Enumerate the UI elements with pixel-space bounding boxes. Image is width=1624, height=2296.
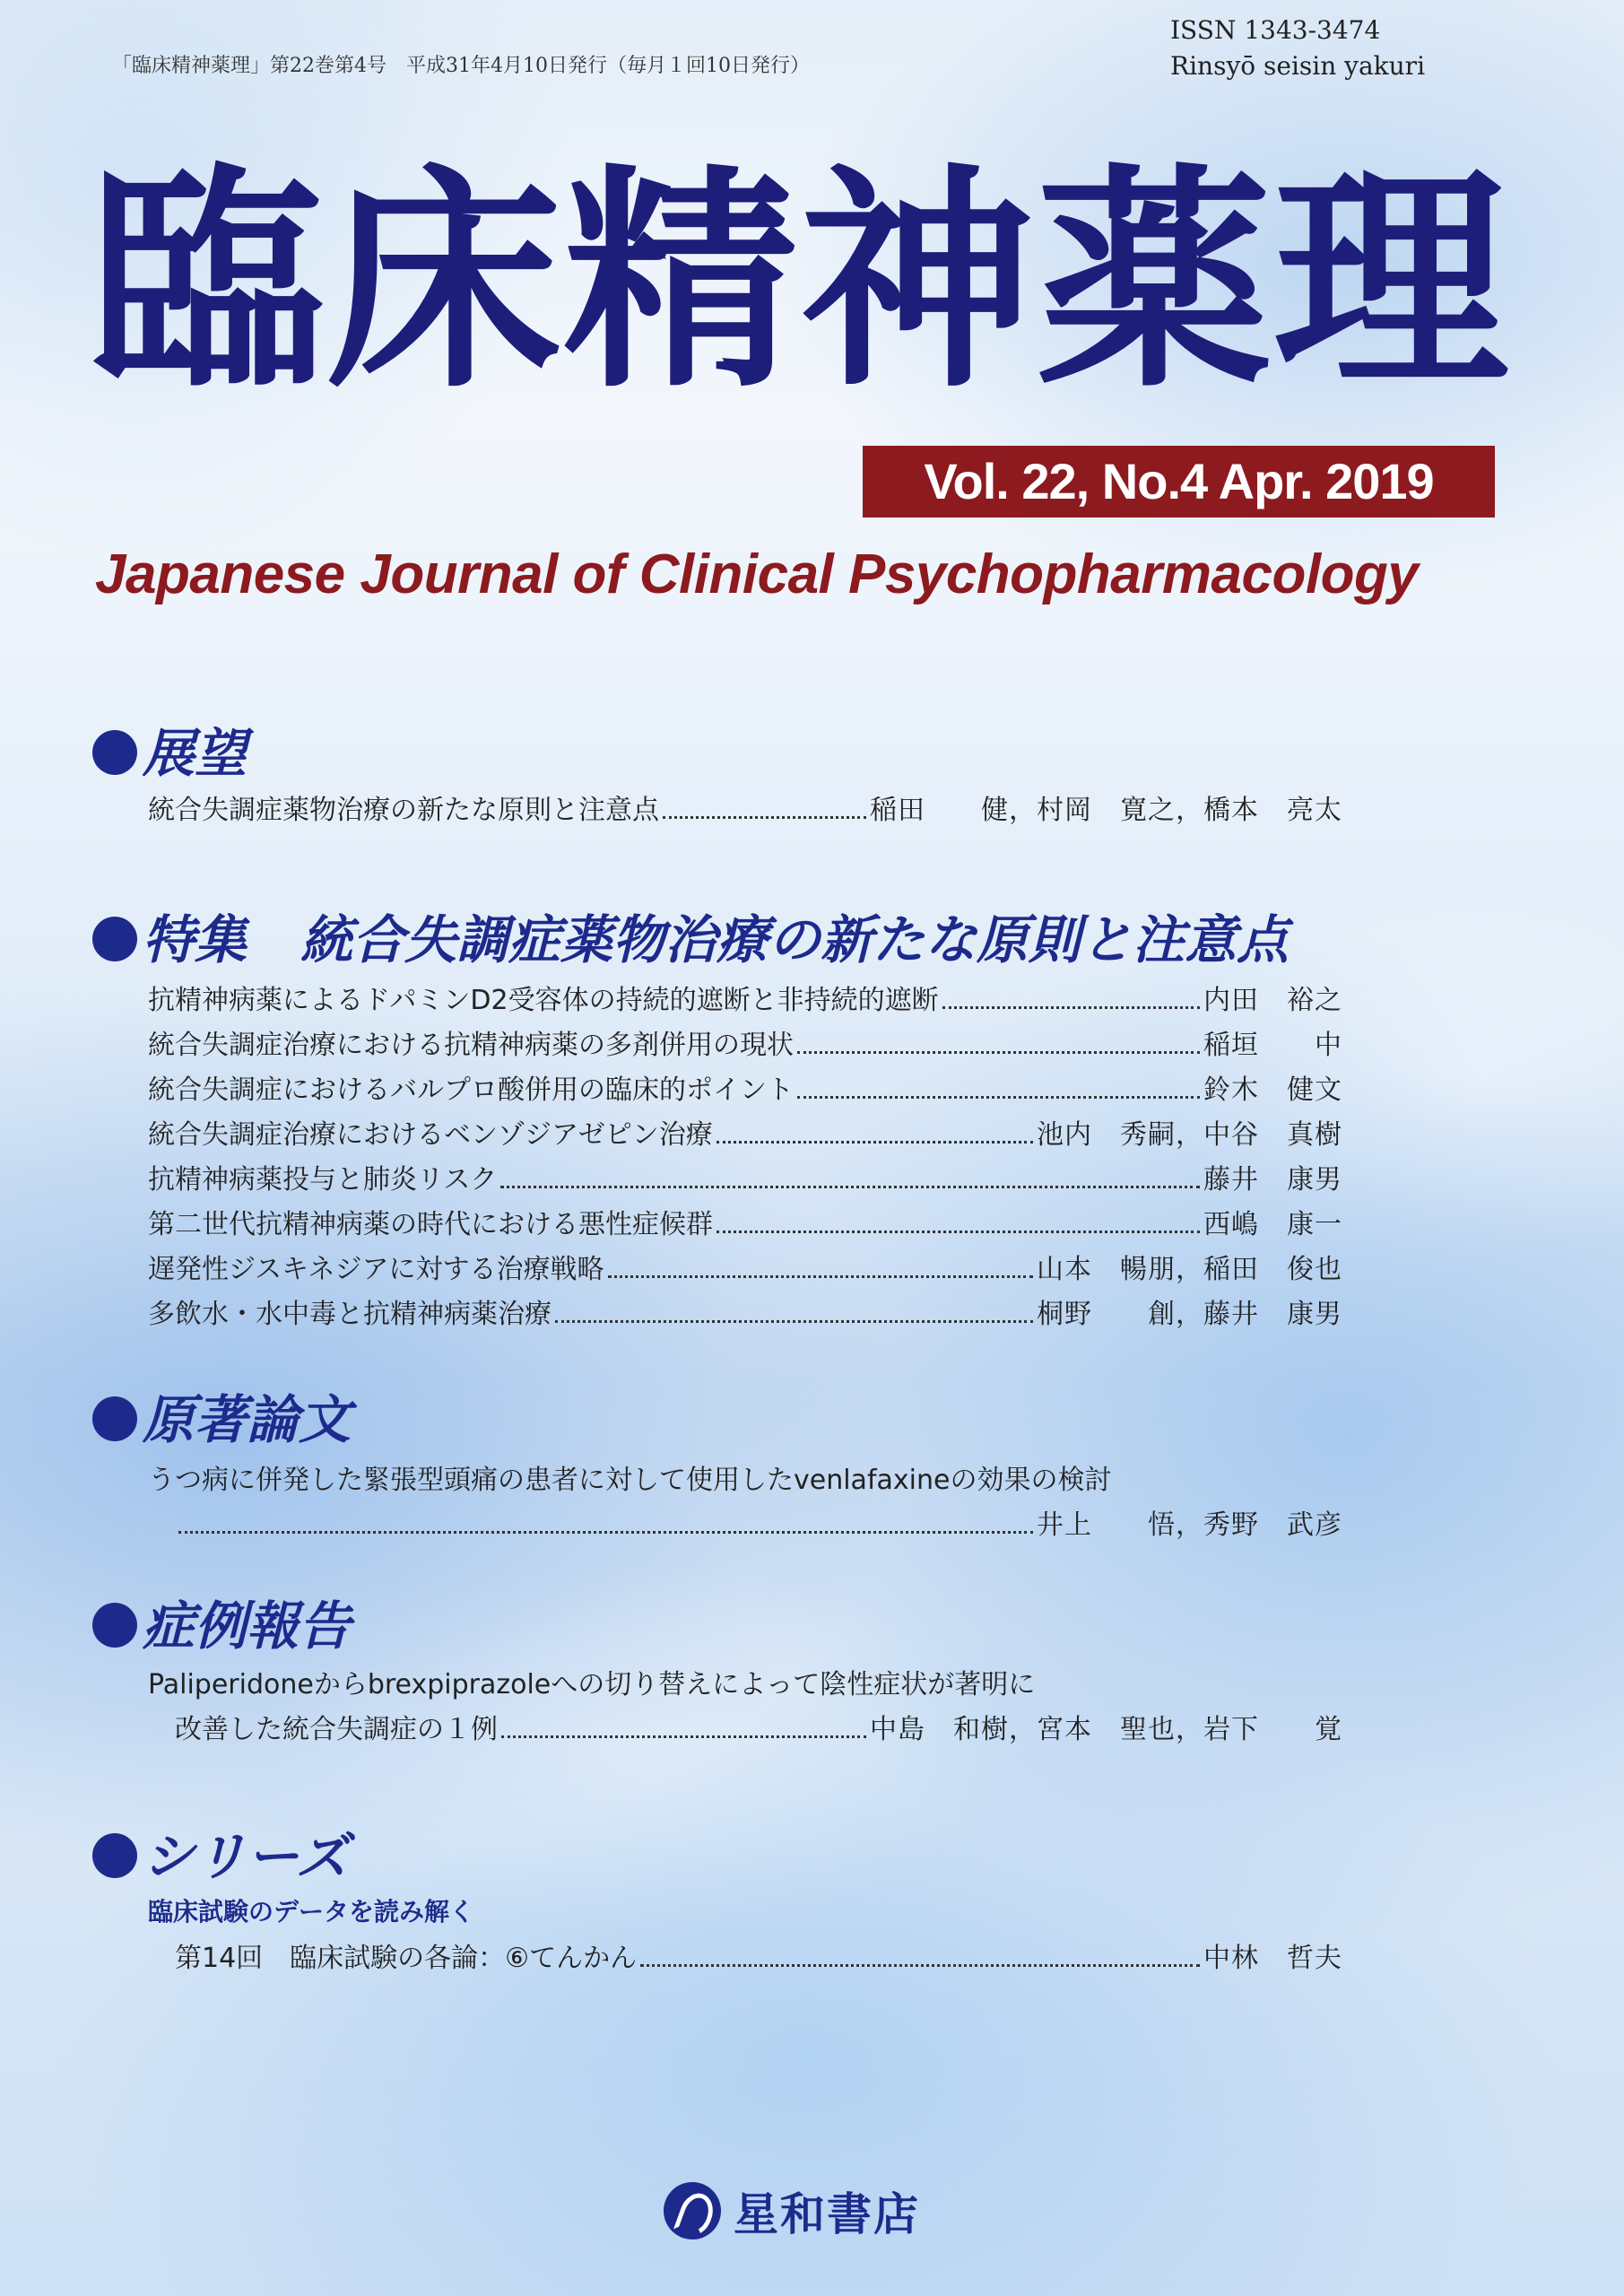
- bullet-icon: [92, 917, 137, 961]
- feature-theme: 統合失調症薬物治療の新たな原則と注意点: [300, 909, 1290, 970]
- entry-title: 統合失調症におけるバルプロ酸併用の臨床的ポイント: [148, 1074, 794, 1106]
- toc-entry[interactable]: [148, 1292, 1342, 1333]
- dot-leader: [555, 1320, 1033, 1323]
- publisher-logo-icon: [664, 2182, 721, 2239]
- publication-info: 「臨床精神薬理」第22巻第4号 平成31年4月10日発行（毎月１回10日発行）: [112, 55, 810, 77]
- dot-leader: [663, 816, 866, 819]
- entry-authors: 中林 哲夫: [1203, 1943, 1342, 1974]
- series-subheading: 臨床試験のデータを読み解く: [148, 1897, 475, 1926]
- dot-leader: [640, 1964, 1200, 1967]
- entry-title: 遅発性ジスキネジアに対する治療戦略: [148, 1254, 604, 1285]
- publisher-name: 星和書店: [734, 2188, 920, 2240]
- toc-entry[interactable]: [175, 1935, 1342, 1977]
- entry-title: 多飲水・水中毒と抗精神病薬治療: [148, 1299, 551, 1330]
- entry-title: 第二世代抗精神病薬の時代における悪性症候群: [148, 1209, 713, 1240]
- toc-entry[interactable]: [148, 1202, 1342, 1243]
- toc-entry[interactable]: [148, 787, 1342, 829]
- entry-authors: 稲田 健，村岡 寛之，橋本 亮太: [870, 795, 1342, 826]
- issn-number: ISSN 1343-3474: [1170, 15, 1381, 45]
- toc-entry[interactable]: [148, 978, 1342, 1019]
- toc-entry[interactable]: [148, 1067, 1342, 1109]
- entry-title: 抗精神病薬投与と肺炎リスク: [148, 1164, 498, 1196]
- entry-title-cont: 改善した統合失調症の１例: [175, 1714, 498, 1745]
- entry-authors: 池内 秀嗣，中谷 真樹: [1037, 1119, 1342, 1151]
- toc-entry[interactable]: [148, 1022, 1342, 1064]
- entry-title: 統合失調症薬物治療の新たな原則と注意点: [148, 795, 659, 826]
- entry-authors: 西嶋 康一: [1203, 1209, 1342, 1240]
- entry-title: 第14回 臨床試験の各論：⑥てんかん: [175, 1943, 638, 1974]
- entry-authors: 中島 和樹，宮本 聖也，岩下 覚: [870, 1714, 1342, 1745]
- dot-leader: [608, 1275, 1034, 1278]
- entry-authors: 鈴木 健文: [1203, 1074, 1342, 1106]
- entry-title[interactable]: うつ病に併発した緊張型頭痛の患者に対して使用したvenlafaxineの効果の検討: [148, 1465, 1112, 1496]
- dot-leader: [797, 1096, 1200, 1099]
- toc-entry[interactable]: [148, 1247, 1342, 1288]
- entry-authors: 内田 裕之: [1203, 985, 1342, 1016]
- entry-title: 統合失調症治療におけるベンゾジアゼピン治療: [148, 1119, 713, 1151]
- entry-title: 抗精神病薬によるドパミンD2受容体の持続的遮断と非持続的遮断: [148, 985, 939, 1016]
- dot-leader: [716, 1231, 1200, 1233]
- dot-leader: [178, 1531, 1033, 1534]
- entry-authors: 稲垣 中: [1203, 1030, 1342, 1061]
- toc-entry[interactable]: [148, 1157, 1342, 1198]
- volume-badge: Vol. 22, No.4 Apr. 2019: [863, 446, 1495, 517]
- dot-leader: [501, 1735, 866, 1738]
- journal-title: 臨床精神薬理: [90, 145, 1510, 419]
- dot-leader: [797, 1051, 1200, 1054]
- toc-entry[interactable]: [175, 1502, 1342, 1544]
- entry-authors: 山本 暢朋，稲田 俊也: [1037, 1254, 1342, 1285]
- dot-leader: [942, 1006, 1200, 1009]
- bullet-icon: [92, 730, 137, 775]
- dot-leader: [500, 1186, 1200, 1188]
- english-title: Japanese Journal of Clinical Psychopharmacology: [95, 544, 1419, 605]
- bullet-icon: [92, 1396, 137, 1441]
- bullet-icon: [92, 1603, 137, 1648]
- entry-authors: 井上 悟，秀野 武彦: [1037, 1509, 1342, 1541]
- romaji-title: Rinsyō seisin yakuri: [1170, 51, 1426, 81]
- entry-authors: 桐野 創，藤井 康男: [1037, 1299, 1342, 1330]
- issn-block: [1170, 13, 1425, 84]
- publisher: [664, 2179, 920, 2242]
- toc-entry[interactable]: [148, 1112, 1342, 1153]
- toc-entry[interactable]: [175, 1707, 1342, 1748]
- dot-leader: [716, 1141, 1033, 1144]
- bullet-icon: [92, 1833, 137, 1878]
- entry-title[interactable]: Paliperidoneからbrexpiprazoleへの切り替えによって陰性症状が著明に: [148, 1669, 1036, 1700]
- section-heading-case-report: 症例報告: [92, 1595, 351, 1657]
- entry-authors: 藤井 康男: [1203, 1164, 1342, 1196]
- entry-title: 統合失調症治療における抗精神病薬の多剤併用の現状: [148, 1030, 794, 1061]
- section-heading-series: シリーズ: [92, 1825, 348, 1888]
- section-heading-tokushu: 特集 統合失調症薬物治療の新たな原則と注意点: [92, 909, 1289, 971]
- section-heading-original: 原著論文: [92, 1388, 351, 1451]
- section-heading-tenbo: 展望: [92, 722, 247, 785]
